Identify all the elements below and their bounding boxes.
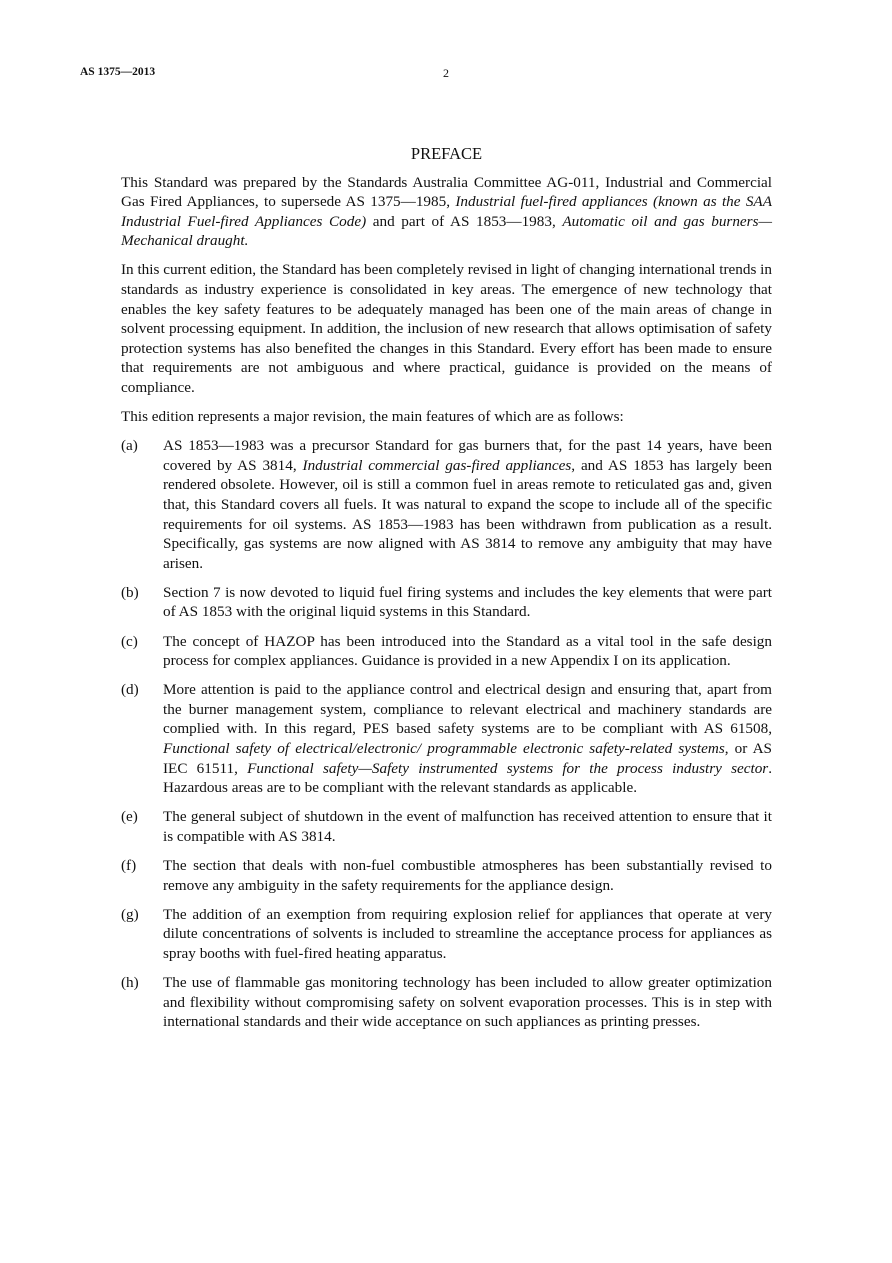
list-item-text: The section that deals with non-fuel combustible atmospheres has been substantially revised to remove any ambiguity in the safety requirements for the appliance design.: [163, 857, 772, 894]
text-run: , and AS 1853 has largely been rendered obsolete. However, oil is still a common fuel in areas remote to reticulated gas and, given that, this Standard covers all fuels. It was natural to expand the scope to include all of the specific requirements for oil systems. AS 1853—1983 has been withdrawn from publication as a result. Specifically, gas systems are now aligned with AS 3814 to remove any ambiguity that may have arisen.: [163, 456, 773, 572]
list-marker: (g): [121, 905, 139, 923]
list-item-a: [121, 436, 772, 573]
list-marker: (a): [121, 437, 138, 455]
text-run: AS 1853—1983 was a precursor Standard for gas burners that, for the past 14 years, have been covered by AS 3814,: [163, 437, 772, 474]
cited-title: Industrial fuel-fired appliances (known as the SAA Industrial Fuel-fired Appliances Code): [121, 193, 772, 230]
list-item-text: The concept of HAZOP has been introduced into the Standard as a vital tool in the safe design process for complex appliances. Guidance is provided in a new Appendix I on its application.: [163, 632, 772, 670]
list-marker: (d): [121, 681, 139, 699]
list-item-text: The general subject of shutdown in the event of malfunction has received attention to ensure that it is compatible with AS 3814.: [163, 808, 772, 845]
preface-section: [121, 144, 772, 1041]
list-marker: (f): [121, 857, 137, 874]
list-item-text: [163, 436, 772, 573]
section-title: PREFACE: [410, 144, 483, 163]
document-id: AS 1375—2013: [80, 66, 156, 78]
list-marker: (e): [121, 808, 138, 826]
text-run: This Standard was prepared by the Standards Australia Committee AG-011, Industrial and Commercial Gas Fired Appliances, to supersede AS 1375—1985,: [121, 173, 772, 211]
page-number: 2: [443, 66, 449, 80]
list-item-text: The use of flammable gas monitoring technology has been included to allow greater optimization and flexibility without compromising safety on solvent evaporation processes. This is in step with international standards and their wide acceptance on such appliances as printing presses.: [163, 973, 772, 1031]
text-run: . Hazardous areas are to be compliant with the relevant standards as applicable.: [163, 759, 772, 797]
paragraph-revision-intro: This edition represents a major revision, the main features of which are as follows:: [121, 408, 624, 426]
list-marker: (h): [121, 973, 139, 991]
paragraph-committee: [121, 173, 772, 251]
cited-title: Industrial commercial gas-fired appliances: [302, 456, 572, 474]
paragraph-current-edition: In this current edition, the Standard has been completely revised in light of changing international trends in standards as industry experience is consolidated in key areas. The emergence of new technology that enables the key safety features to be adequately managed has been one of the main areas of change in solvent processing equipment. In addition, the inclusion of new research that allows optimisation of safety protection systems has also benefited the changes in this Standard. Every effort has been made to ensure that requirements are not ambiguous and where practical, guidance is provided on the means of compliance.: [121, 261, 772, 397]
list-item-text: [163, 680, 772, 798]
cited-title: Functional safety—Safety instrumented systems for the process industry sector: [247, 759, 769, 777]
text-run: and part of AS 1853—1983,: [366, 212, 563, 230]
list-marker: (c): [121, 632, 138, 650]
list-item-b: [121, 583, 772, 622]
list-item-h: [121, 973, 772, 1032]
list-item-g: [121, 905, 772, 964]
text-run: More attention is paid to the appliance control and electrical design and ensuring that, apart from the burner management system, compliance to relevant electrical and machinery standards are complied with. In this regard, PES based safety systems are to be compliant with AS 61508,: [163, 681, 772, 738]
list-marker: (b): [121, 583, 139, 601]
text-run: , or AS IEC 61511,: [163, 740, 772, 777]
page-header: [0, 66, 892, 86]
list-item-c: [121, 632, 772, 671]
list-item-f: [121, 856, 772, 895]
cited-title: Functional safety of electrical/electronic/ programmable electronic safety-related systems: [163, 740, 725, 758]
list-item-text: Section 7 is now devoted to liquid fuel firing systems and includes the key elements that were part of AS 1853 with the original liquid systems in this Standard.: [163, 583, 772, 621]
list-item-d: [121, 680, 772, 798]
list-item-e: [121, 807, 772, 846]
list-item-text: The addition of an exemption from requiring explosion relief for appliances that operate at very dilute concentrations of solvents is included to streamline the acceptance process for appliances as spray booths with fuel-fired heating apparatus.: [163, 905, 772, 962]
cited-title: Automatic oil and gas burners—Mechanical draught.: [121, 212, 772, 250]
